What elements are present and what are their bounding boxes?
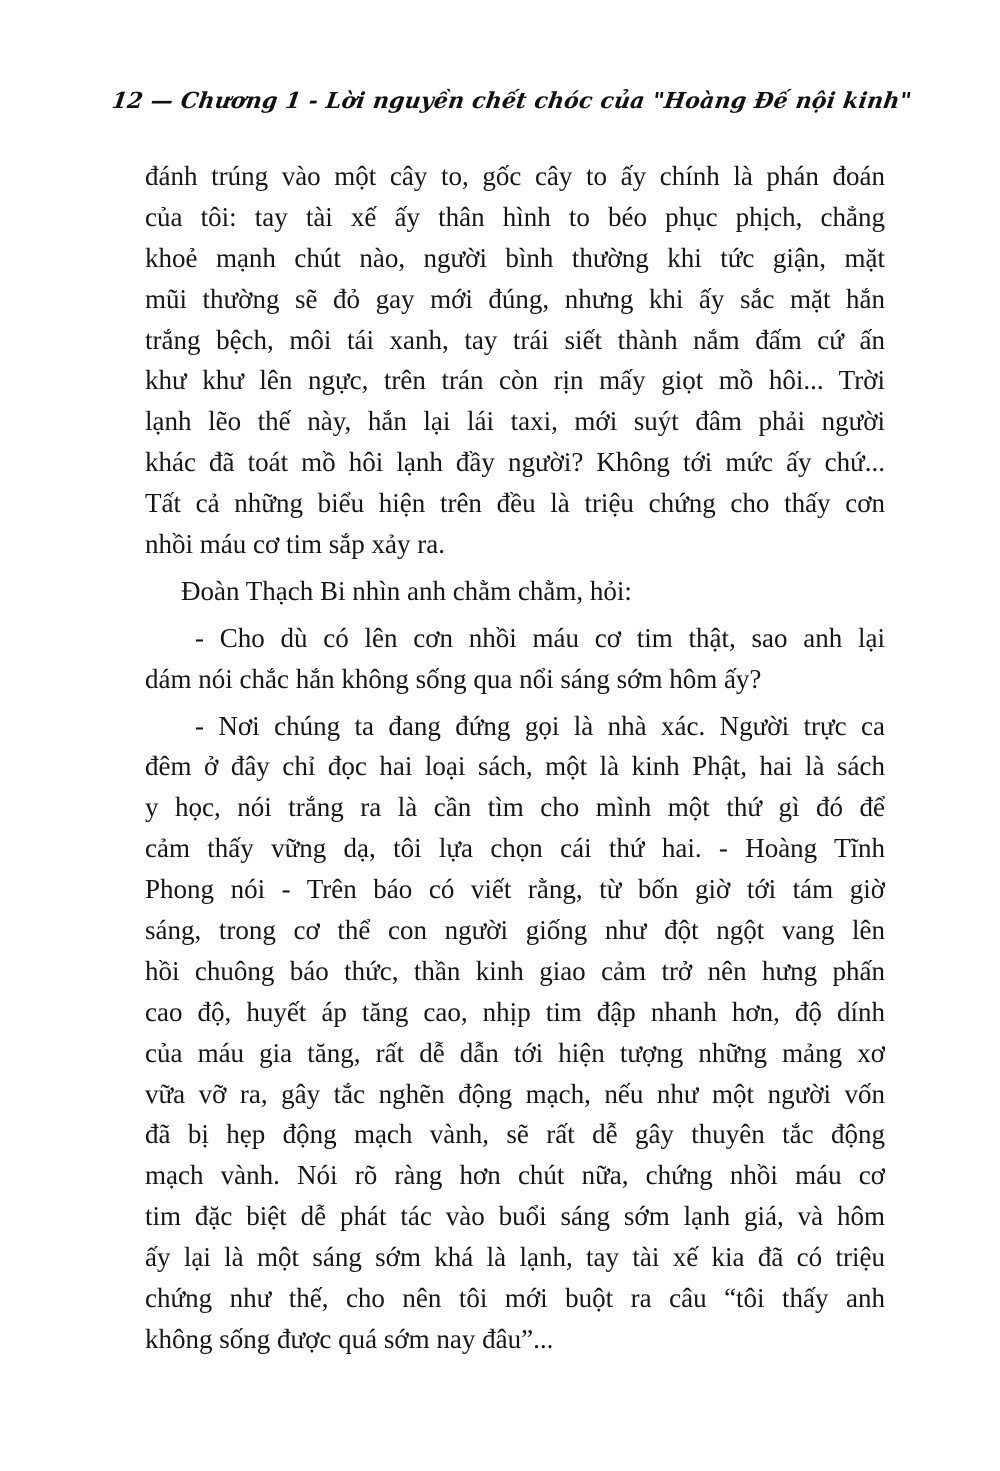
text-line: cảm thấy vững dạ, tôi lựa chọn cái thứ hai. - Hoàng Tĩnh [145, 833, 885, 864]
running-head: 12 — Chương 1 - Lời nguyền chết chóc của "Hoàng Đế nội kinh" [110, 88, 914, 114]
text-line: không sống được quá sớm nay đâu”... [145, 1323, 554, 1354]
text-line: ấy lại là một sáng sớm khá là lạnh, tay tài xế kia đã có triệu [145, 1242, 885, 1273]
text-line: vữa vỡ ra, gây tắc nghẽn động mạch, nếu như một người vốn [145, 1078, 885, 1109]
text-line: trắng bệch, môi tái xanh, tay trái siết thành nắm đấm cứ ấn [145, 324, 885, 355]
text-line: Đoàn Thạch Bi nhìn anh chằm chằm, hỏi: [181, 575, 632, 606]
text-line: Phong nói - Trên báo có viết rằng, từ bốn giờ tới tám giờ [145, 874, 885, 905]
text-line: - Cho dù có lên cơn nhồi máu cơ tim thật, sao anh lại [195, 622, 885, 653]
text-line: của máu gia tăng, rất dễ dẫn tới hiện tượng những mảng xơ [145, 1037, 885, 1068]
text-line: đêm ở đây chỉ đọc hai loại sách, một là kinh Phật, hai là sách [145, 751, 885, 782]
body-text [145, 156, 885, 1360]
text-line: Tất cả những biểu hiện trên đều là triệu chứng cho thấy cơn [145, 488, 885, 519]
text-line: đánh trúng vào một cây to, gốc cây to ấy chính là phán đoán [145, 161, 885, 191]
text-line: cao độ, huyết áp tăng cao, nhịp tim đập nhanh hơn, độ dính [145, 996, 885, 1027]
text-line: chứng như thế, cho nên tôi mới buột ra câu “tôi thấy anh [145, 1283, 885, 1314]
text-line: nhồi máu cơ tim sắp xảy ra. [145, 529, 445, 560]
text-line: tim đặc biệt dễ phát tác vào buổi sáng sớm lạnh giá, và hôm [145, 1201, 885, 1232]
text-line: hồi chuông báo thức, thần kinh giao cảm trở nên hưng phấn [145, 955, 885, 986]
text-line: dám nói chắc hắn không sống qua nổi sáng sớm hôm ấy? [145, 663, 762, 694]
paragraph-2 [145, 571, 885, 612]
text-line: lạnh lẽo thế này, hắn lại lái taxi, mới suýt đâm phải người [145, 406, 885, 437]
text-line: y học, nói trắng ra là cần tìm cho mình một thứ gì đó để [145, 792, 885, 823]
text-line: của tôi: tay tài xế ấy thân hình to béo phục phịch, chẳng [145, 201, 885, 232]
text-line: mũi thường sẽ đỏ gay mới đúng, nhưng khi ấy sắc mặt hắn [145, 283, 885, 314]
paragraph-4 [145, 706, 885, 1360]
paragraph-3 [145, 618, 885, 700]
text-line: khoẻ mạnh chút nào, người bình thường khi tức giận, mặt [145, 242, 885, 273]
text-line: khác đã toát mồ hôi lạnh đầy người? Không tới mức ấy chứ... [145, 447, 885, 478]
text-line: mạch vành. Nói rõ ràng hơn chút nữa, chứng nhồi máu cơ [145, 1160, 885, 1191]
text-line: khư khư lên ngực, trên trán còn rịn mấy giọt mồ hôi... Trời [145, 365, 885, 396]
text-line: sáng, trong cơ thể con người giống như đột ngột vang lên [145, 915, 885, 946]
text-line: đã bị hẹp động mạch vành, sẽ rất dễ gây thuyên tắc động [145, 1119, 885, 1150]
paragraph-1 [145, 156, 885, 565]
text-line: - Nơi chúng ta đang đứng gọi là nhà xác. Người trực ca [195, 710, 885, 741]
